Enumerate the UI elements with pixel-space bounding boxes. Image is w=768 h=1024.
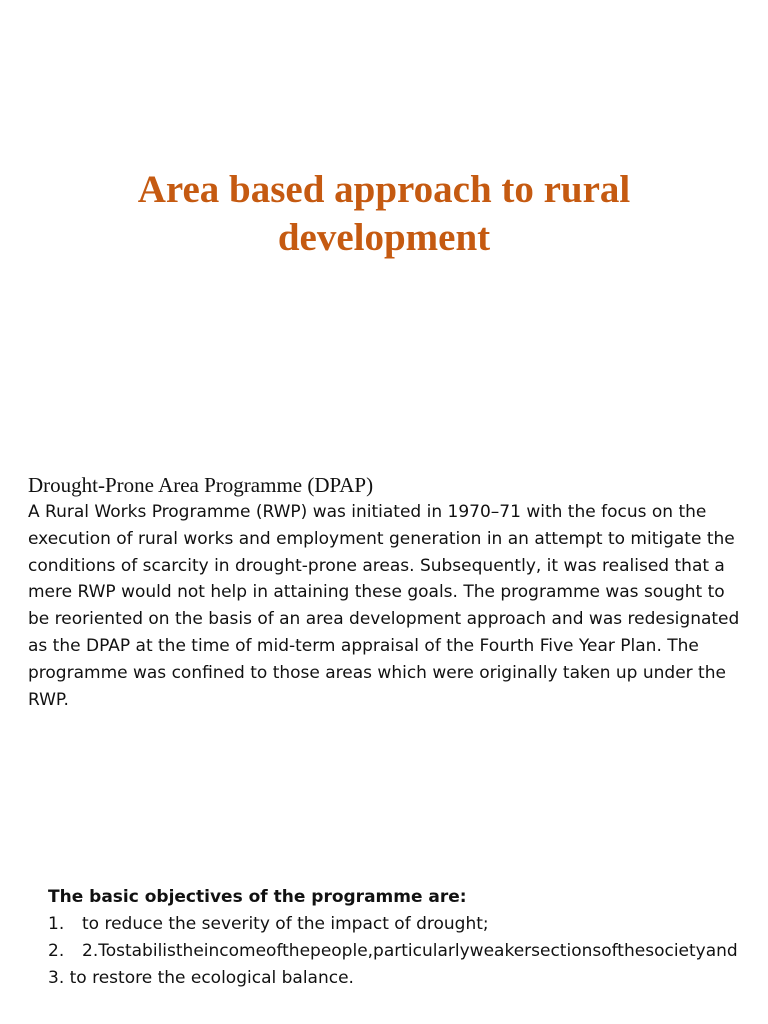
- list-item-text: 2.Tostabilistheincomeofthepeople,particularlyweakersectionsofthesocietyand: [82, 941, 738, 961]
- list-item: [48, 911, 738, 938]
- list-item: [48, 938, 738, 965]
- objectives-heading: The basic objectives of the programme are:: [48, 887, 467, 907]
- list-item-plain: 3. to restore the ecological balance.: [48, 968, 354, 988]
- slide-title: Area based approach to rural development: [137, 168, 631, 259]
- section-heading: Drought-Prone Area Programme (DPAP): [28, 473, 374, 497]
- body-paragraph: A Rural Works Programme (RWP) was initiated in 1970–71 with the focus on the execution of rural works and employment generation in an attempt to mitigate the conditions of scarcity in drought-prone areas. Subsequently, it was realised that a mere RWP would not help in attaining these goals. The programme was sought to be reoriented on the basis of an area development approach and was redesignated as the DPAP at the time of mid-term appraisal of the Fourth Five Year Plan. The programme was confined to those areas which were originally taken up under the RWP.: [28, 502, 740, 710]
- objectives-list: [48, 911, 738, 992]
- list-item-text: to reduce the severity of the impact of drought;: [82, 914, 489, 934]
- list-item-number: 2.: [48, 941, 65, 961]
- list-item-number: 1.: [48, 914, 65, 934]
